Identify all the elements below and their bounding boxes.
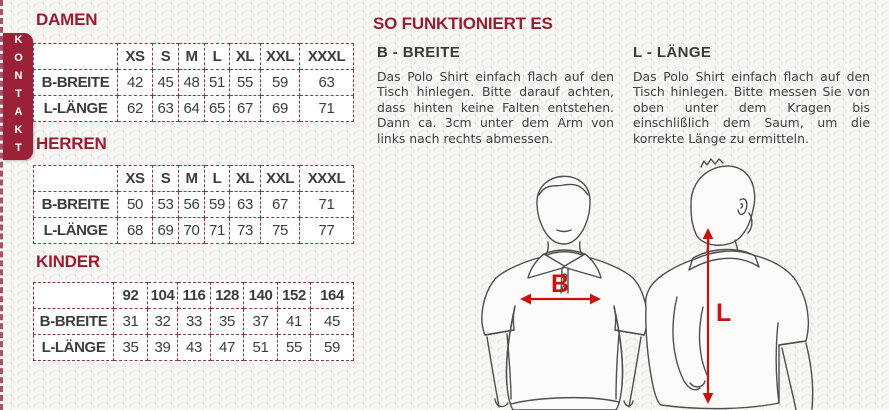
size-cell: 35: [114, 335, 148, 361]
row-label: L-LÄNGE: [34, 96, 118, 122]
size-cell: 56: [179, 192, 205, 218]
row-label: B-BREITE: [34, 309, 114, 335]
size-cell: 32: [148, 309, 178, 335]
size-table-kinder: [33, 282, 354, 361]
size-cell: 69: [261, 96, 300, 122]
table-row: [34, 70, 354, 96]
size-cell: 71: [300, 192, 354, 218]
size-cell: 63: [230, 192, 261, 218]
size-cell: 55: [230, 70, 261, 96]
laenge-heading: L - LÄNGE: [633, 44, 712, 61]
size-cell: 45: [153, 70, 179, 96]
size-cell: 67: [230, 96, 261, 122]
laenge-description: Das Polo Shirt einfach flach auf den Tisch hinlegen. Bitte messen Sie von oben unter dem Kragen bis einschlißlich dem Saum, um die korrekte Länge zu ermitteln.: [633, 69, 870, 146]
col-header: XS: [118, 44, 153, 70]
col-header: S: [153, 44, 179, 70]
size-cell: 50: [118, 192, 153, 218]
size-cell: 47: [211, 335, 244, 361]
col-header: L: [205, 44, 230, 70]
size-cell: 63: [300, 70, 354, 96]
col-header: S: [153, 166, 179, 192]
row-label: B-BREITE: [34, 192, 118, 218]
size-cell: 68: [118, 218, 153, 244]
table-row: [34, 192, 354, 218]
col-header: 164: [311, 283, 354, 309]
size-cell: 31: [114, 309, 148, 335]
col-header: M: [179, 166, 205, 192]
polo-back-illustration: [645, 155, 889, 410]
size-cell: 64: [179, 96, 205, 122]
corner-cell: [34, 44, 118, 70]
row-label: B-BREITE: [34, 70, 118, 96]
section-title-herren: HERREN: [36, 134, 107, 153]
size-cell: 77: [300, 218, 354, 244]
corner-cell: [34, 283, 114, 309]
size-cell: 35: [211, 309, 244, 335]
section-title-kinder: KINDER: [36, 252, 100, 271]
col-header: 128: [211, 283, 244, 309]
section-title-damen: DAMEN: [36, 10, 98, 29]
col-header: XL: [230, 44, 261, 70]
kontakt-side-tab[interactable]: [3, 33, 33, 160]
size-cell: 33: [178, 309, 211, 335]
col-header: 140: [244, 283, 278, 309]
table-row: [34, 335, 354, 361]
col-header: M: [179, 44, 205, 70]
col-header: XXL: [261, 44, 300, 70]
table-header-row: [34, 44, 354, 70]
corner-cell: [34, 166, 118, 192]
col-header: 92: [114, 283, 148, 309]
table-header-row: [34, 283, 354, 309]
breite-heading: B - BREITE: [377, 44, 461, 61]
col-header: 116: [178, 283, 211, 309]
breite-arrow-label: B: [551, 270, 570, 298]
table-header-row: [34, 166, 354, 192]
size-cell: 43: [178, 335, 211, 361]
size-cell: 59: [261, 70, 300, 96]
table-row: [34, 218, 354, 244]
table-row: [34, 309, 354, 335]
size-cell: 59: [205, 192, 230, 218]
col-header: XXXL: [300, 44, 354, 70]
size-cell: 39: [148, 335, 178, 361]
laenge-arrow-label: L: [716, 299, 732, 327]
how-it-works-title: SO FUNKTIONIERT ES: [373, 14, 553, 33]
size-table-herren: [33, 165, 354, 244]
size-cell: 63: [153, 96, 179, 122]
size-cell: 71: [205, 218, 230, 244]
col-header: XS: [118, 166, 153, 192]
table-row: [34, 96, 354, 122]
row-label: L-LÄNGE: [34, 218, 118, 244]
col-header: XXXL: [300, 166, 354, 192]
col-header: XXL: [261, 166, 300, 192]
size-cell: 67: [261, 192, 300, 218]
size-cell: 51: [205, 70, 230, 96]
size-cell: 42: [118, 70, 153, 96]
size-cell: 53: [153, 192, 179, 218]
breite-description: Das Polo Shirt einfach flach auf den Tisch hinlegen. Bitte darauf achten, dass hinten keine Falten entstehen. Dann ca. 3cm unter dem Arm von links nach rechts abmessen.: [377, 69, 614, 146]
size-cell: 45: [311, 309, 354, 335]
size-cell: 71: [300, 96, 354, 122]
size-cell: 62: [118, 96, 153, 122]
kontakt-side-tab-label: KONTAKT: [12, 33, 25, 160]
size-cell: 59: [311, 335, 354, 361]
size-cell: 65: [205, 96, 230, 122]
how-it-works-breite-column: [377, 44, 614, 146]
size-cell: 69: [153, 218, 179, 244]
col-header: L: [205, 166, 230, 192]
size-cell: 75: [261, 218, 300, 244]
row-label: L-LÄNGE: [34, 335, 114, 361]
size-cell: 41: [278, 309, 311, 335]
size-table-damen: [33, 43, 354, 122]
col-header: 104: [148, 283, 178, 309]
col-header: XL: [230, 166, 261, 192]
size-cell: 48: [179, 70, 205, 96]
size-cell: 37: [244, 309, 278, 335]
col-header: 152: [278, 283, 311, 309]
how-it-works-laenge-column: [633, 44, 870, 146]
size-cell: 55: [278, 335, 311, 361]
size-cell: 70: [179, 218, 205, 244]
size-cell: 51: [244, 335, 278, 361]
size-cell: 73: [230, 218, 261, 244]
